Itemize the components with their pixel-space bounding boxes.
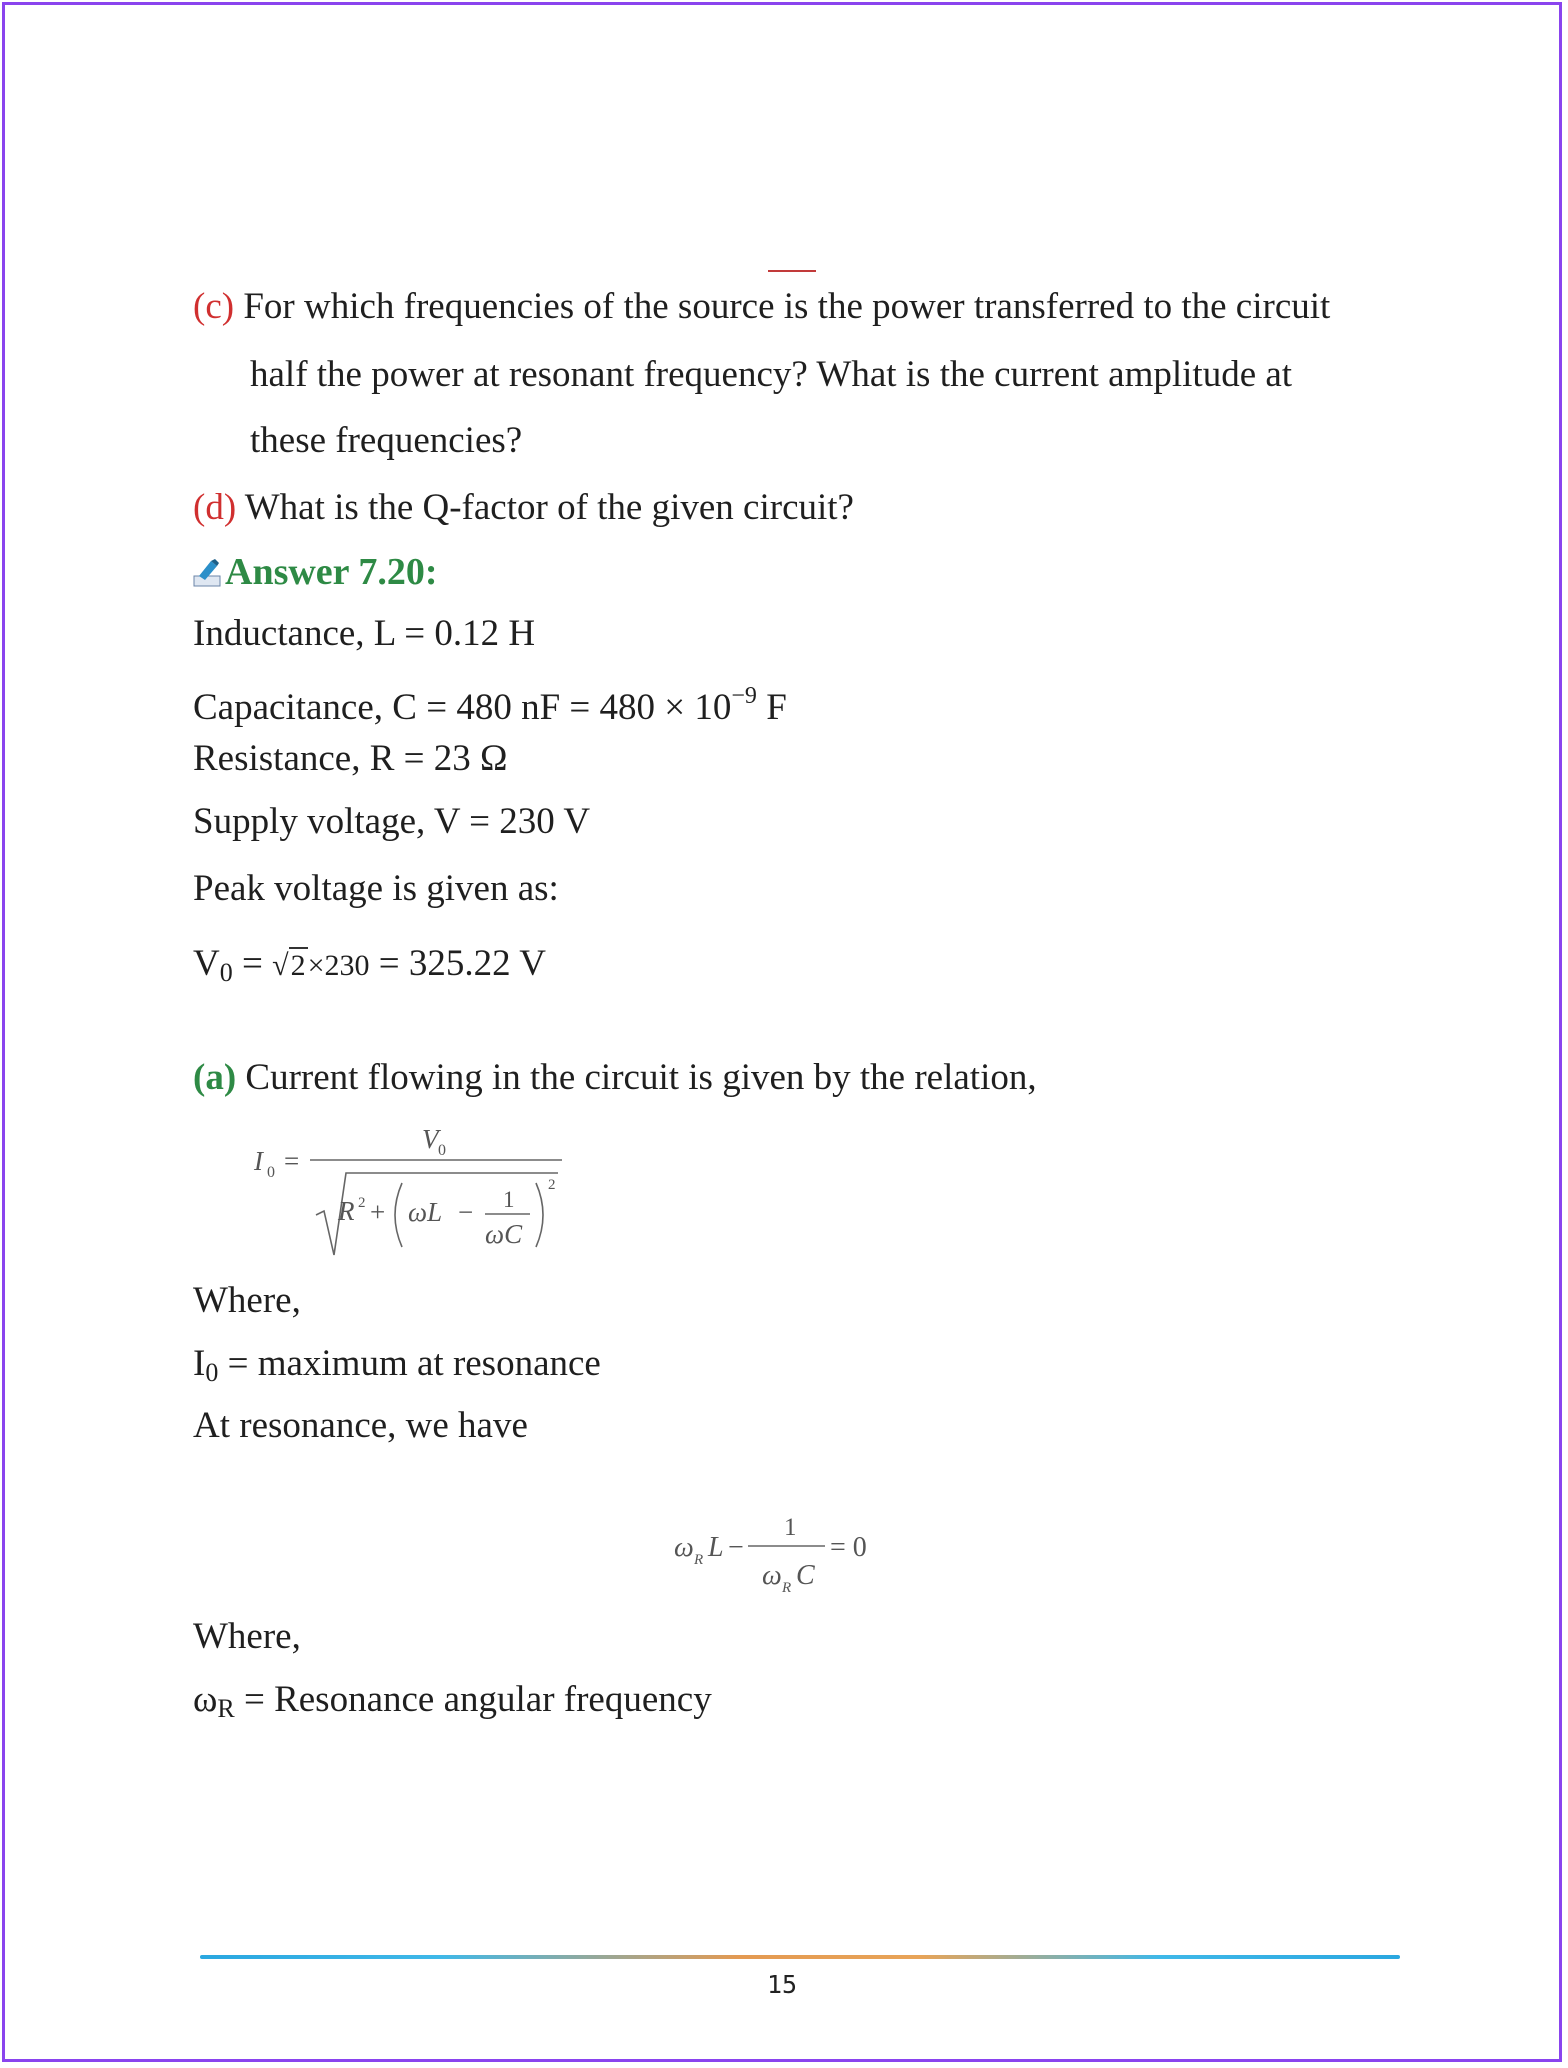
formula1-eq: = — [284, 1146, 300, 1176]
resonance-intro: At resonance, we have — [193, 1405, 528, 1446]
formula1-num-sub: 0 — [438, 1142, 446, 1159]
sqrt-expression — [272, 943, 369, 989]
page-number: 15 — [766, 1970, 798, 1999]
formula1-r-exp: 2 — [358, 1195, 366, 1211]
pencil-logo-icon — [193, 554, 223, 600]
peak-lhs-sub: 0 — [219, 958, 233, 987]
formula2-minus: − — [728, 1532, 744, 1563]
formula1-one: 1 — [503, 1187, 515, 1212]
capacitance-exponent: −9 — [731, 683, 757, 709]
omega-sub: R — [217, 1694, 235, 1723]
formula2-omega-den: ω — [762, 1560, 782, 1591]
question-d-text: What is the Q-factor of the given circuit? — [244, 487, 854, 528]
i0-sub: 0 — [205, 1358, 219, 1387]
omega-r-line — [193, 1677, 712, 1732]
capacitance-prefix: Capacitance, C = 480 nF = 480 × 10 — [193, 687, 732, 728]
inductance-line: Inductance, L = 0.12 H — [193, 613, 536, 654]
omega-symbol: ω — [193, 1679, 218, 1720]
capacitance-line — [193, 673, 787, 731]
resistance-line: Resistance, R = 23 Ω — [193, 738, 508, 779]
formula1-lhs: I — [254, 1146, 263, 1176]
part-a-text: Current flowing in the circuit is given by the relation, — [245, 1057, 1037, 1098]
i0-text: = maximum at resonance — [218, 1343, 601, 1384]
i0-lhs: I — [193, 1343, 206, 1384]
sqrt-icon: √ — [272, 949, 289, 982]
question-c-line3: these frequencies? — [250, 420, 523, 461]
formula1-omega-l: ωL — [408, 1197, 443, 1227]
answer-heading: Answer 7.20: — [225, 551, 438, 593]
formula1-outer-exp: 2 — [548, 1177, 556, 1193]
formula2-eq-zero: = 0 — [830, 1532, 867, 1563]
where-line-1: Where, — [193, 1280, 301, 1321]
resonance-formula — [668, 1500, 888, 1600]
i0-max-line — [193, 1341, 601, 1396]
formula1-r: R — [338, 1196, 355, 1226]
peak-voltage-intro: Peak voltage is given as: — [193, 868, 559, 909]
formula2-l: L — [708, 1532, 724, 1563]
peak-voltage-equation — [193, 941, 546, 996]
question-c-line2: half the power at resonant frequency? What is the current amplitude at — [250, 354, 1293, 395]
footer-divider — [200, 1955, 1400, 1959]
formula1-paren-right — [536, 1183, 543, 1247]
question-c-text1: For which frequencies of the source is the power transferred to the circuit — [243, 286, 1331, 327]
peak-result: = 325.22 V — [369, 943, 546, 984]
question-c-line1 — [193, 284, 1330, 330]
part-a-label: (a) — [193, 1057, 237, 1098]
omega-text: = Resonance angular frequency — [234, 1679, 712, 1720]
top-decor-mark — [768, 270, 816, 272]
formula2-one: 1 — [784, 1514, 797, 1541]
question-d-label: (d) — [193, 487, 237, 528]
answer-heading-row — [193, 549, 438, 600]
capacitance-unit: F — [756, 687, 787, 728]
formula2-omega: ω — [674, 1532, 694, 1563]
formula2-sub: R — [694, 1552, 704, 1568]
formula1-paren-left — [395, 1183, 402, 1247]
formula2-c: C — [796, 1560, 815, 1591]
formula1-lhs-sub: 0 — [267, 1164, 275, 1181]
question-d — [193, 485, 854, 531]
formula2-sub-den: R — [782, 1580, 792, 1596]
formula1-num: V — [422, 1124, 439, 1154]
peak-eq: = — [232, 943, 273, 984]
part-a-line — [193, 1055, 1037, 1101]
formula1-omega-c: ωC — [485, 1219, 523, 1249]
supply-voltage-line: Supply voltage, V = 230 V — [193, 801, 591, 842]
where-line-2: Where, — [193, 1616, 301, 1657]
question-c-label: (c) — [193, 286, 235, 327]
formula1-plus: + — [370, 1197, 386, 1227]
formula1-minus: − — [458, 1197, 474, 1227]
current-formula — [240, 1115, 580, 1265]
peak-times: ×230 — [307, 949, 370, 982]
sqrt-arg: 2 — [290, 949, 306, 982]
peak-lhs: V — [193, 943, 220, 984]
